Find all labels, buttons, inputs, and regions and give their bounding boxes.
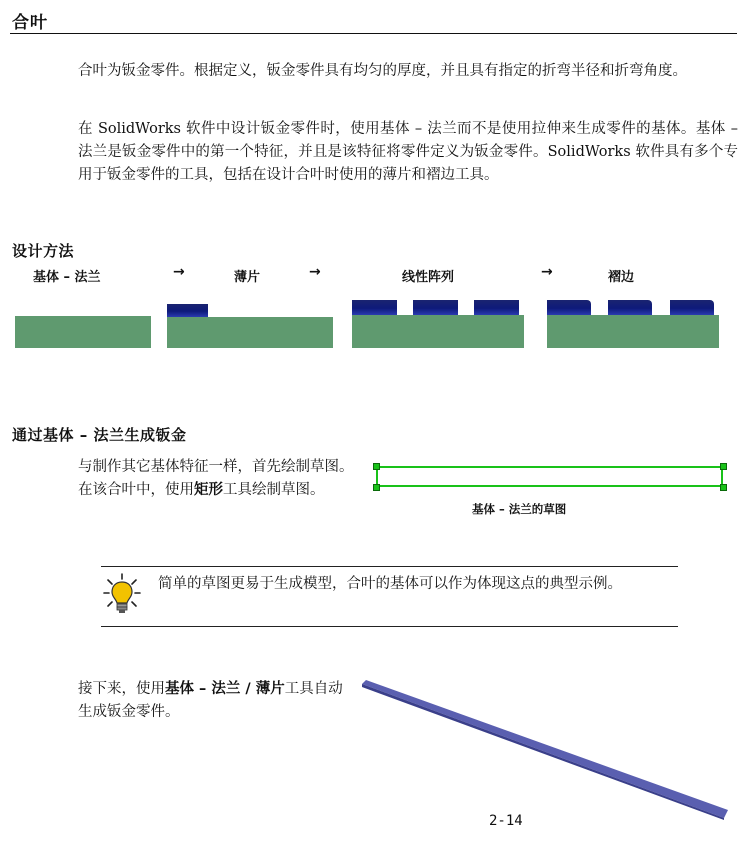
- page-number: 2-14: [489, 813, 523, 829]
- tab-base-shape: [167, 317, 333, 348]
- next-step-text: [78, 678, 353, 724]
- hem-feature-1: [547, 300, 591, 315]
- next-step-text-a: 接下来，使用: [78, 681, 165, 697]
- base-flange-text-b: 工具绘制草图。: [223, 482, 325, 498]
- tab-feature: [167, 304, 208, 317]
- step-arrow-1: →: [173, 264, 185, 280]
- intro-paragraph-1: 合叶为钣金零件。根据定义，钣金零件具有均匀的厚度，并且具有指定的折弯半径和折弯角度。: [78, 63, 687, 79]
- base-flange-shape: [15, 316, 151, 348]
- sketch-rectangle: [376, 466, 723, 487]
- next-step-text-b: 工具自动生成钣金零件。: [78, 681, 343, 720]
- tip-text: 简单的草图更易于生成模型，合叶的基体可以作为体现这点的典型示例。: [158, 576, 622, 592]
- pattern-feature-3: [474, 300, 519, 315]
- hem-base-shape: [547, 315, 719, 348]
- rectangle-tool-name: 矩形: [194, 482, 223, 498]
- hem-feature-3: [670, 300, 714, 315]
- sketch-node-top-left: [373, 463, 380, 470]
- pattern-feature-1: [352, 300, 397, 315]
- tip-rule-bottom: [101, 626, 678, 627]
- lightbulb-icon: [102, 572, 142, 618]
- tip-rule-top: [101, 566, 678, 567]
- intro-paragraph-2: 在 SolidWorks 软件中设计钣金零件时，使用基体 – 法兰而不是使用拉伸来生成零件的基体。基体 – 法兰是钣金零件中的第一个特征，并且是该特征将零件定义为钣金零件。SolidWorks 软件具有多个专用于钣金零件的工具，包括在设计合叶时使用的薄片和褶边工具。: [78, 121, 738, 183]
- step-label-base-flange: 基体 – 法兰: [33, 270, 101, 285]
- step-label-linear-pattern: 线性阵列: [402, 270, 455, 285]
- sketch-node-bottom-right: [720, 484, 727, 491]
- base-flange-tab-tool-name: 基体 – 法兰 / 薄片: [165, 681, 285, 697]
- sketch-caption: 基体 – 法兰的草图: [472, 502, 567, 516]
- section-title: 合叶: [12, 13, 48, 33]
- step-label-hem: 褶边: [608, 270, 635, 285]
- base-flange-heading: 通过基体 – 法兰生成钣金: [12, 426, 187, 444]
- sketch-node-bottom-left: [373, 484, 380, 491]
- sketch-node-top-right: [720, 463, 727, 470]
- base-flange-text-a: 与制作其它基体特征一样，首先绘制草图。在该合叶中，使用: [78, 459, 354, 498]
- design-method-heading: 设计方法: [12, 242, 75, 260]
- sheet-metal-part-edge: [358, 678, 733, 823]
- hem-feature-2: [608, 300, 652, 315]
- step-label-tab: 薄片: [234, 270, 261, 285]
- title-rule: [10, 33, 737, 34]
- step-arrow-2: →: [309, 264, 321, 280]
- step-arrow-3: →: [541, 264, 553, 280]
- pattern-base-shape: [352, 315, 524, 348]
- base-flange-text: [78, 456, 356, 502]
- pattern-feature-2: [413, 300, 458, 315]
